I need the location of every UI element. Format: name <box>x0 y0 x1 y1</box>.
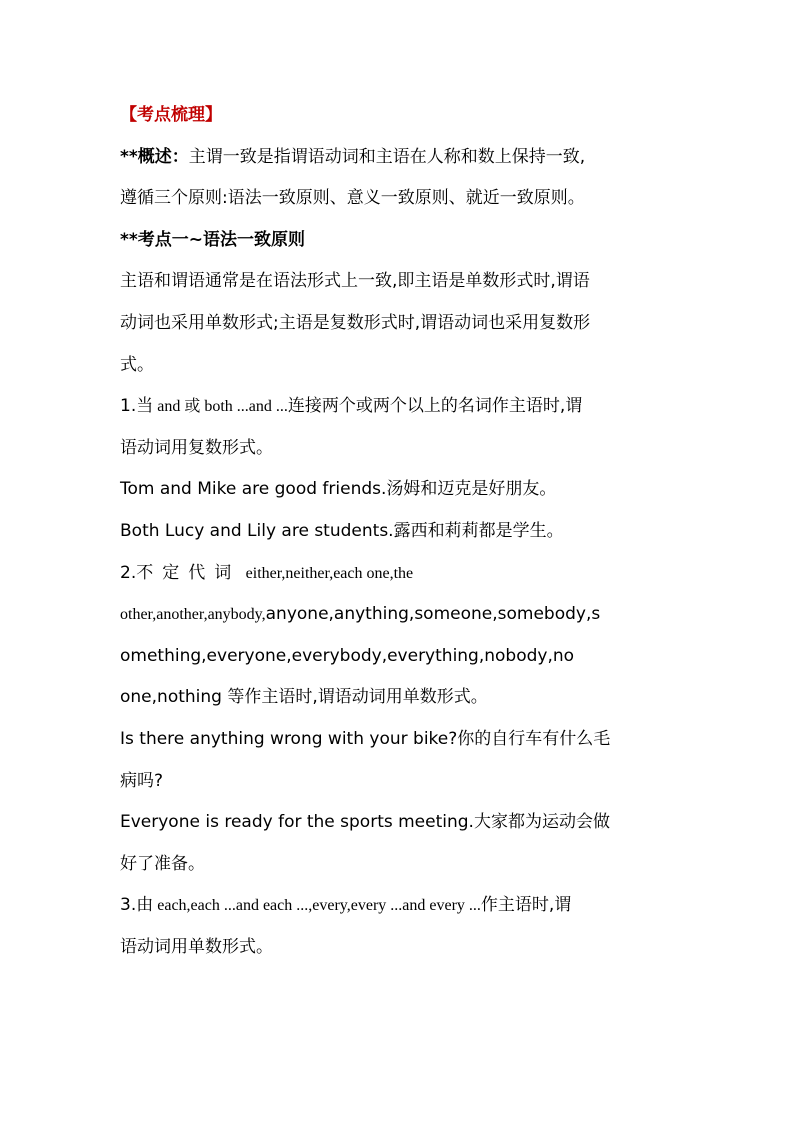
rule2-number: 2. <box>120 562 137 583</box>
rule2-line-4-cn: 等作主语时,谓语动词用单数形式。 <box>221 687 488 708</box>
rule2-line-4-en: one,nothing <box>120 687 222 708</box>
rule2-example-2-line-1: Everyone is ready for the sports meeting.大家都为运动会做 <box>120 812 610 833</box>
rule1-example-2-cn: 露西和莉莉都是学生。 <box>393 520 564 541</box>
rule2-line-3: omething,everyone,everybody,everything,nobody,no <box>120 645 575 666</box>
rule1-line-1 <box>120 386 680 428</box>
overview-line-2: 遵循三个原则:语法一致原则、意义一致原则、就近一致原则。 <box>120 188 585 209</box>
rule2-line-1 <box>120 553 680 595</box>
overview-label: **概述： <box>120 146 189 167</box>
rule2-rest-2: anyone,anything,someone,somebody,s <box>265 604 601 625</box>
rule1-number: 1. <box>120 396 137 417</box>
rule1-example-1-en: Tom and Mike are good friends. <box>120 479 387 500</box>
rule3-post: 作主语时,谓 <box>480 895 572 916</box>
rule2-example-2-line-2: 好了准备。 <box>120 853 205 874</box>
rule2-serif-2: other,another,anybody, <box>120 606 266 624</box>
rule2-line-2 <box>120 594 680 636</box>
rule3-line-1 <box>120 885 680 927</box>
rule2-label: 不定代词 <box>136 562 241 583</box>
rule3-line-2: 语动词用单数形式。 <box>120 936 273 957</box>
point1-desc-2: 动词也采用单数形式;主语是复数形式时,谓语动词也采用复数形 <box>120 312 591 333</box>
rule2-serif-1: either,neither,each one,the <box>245 564 414 582</box>
document-page <box>120 95 680 968</box>
rule1-line-2: 语动词用复数形式。 <box>120 437 273 458</box>
rule1-serif: and 或 both ...and ... <box>153 398 288 416</box>
overview-text-1: 主谓一致是指谓语动词和主语在人称和数上保持一致, <box>188 146 586 167</box>
point1-desc-3: 式。 <box>120 354 154 375</box>
rule1-example-2 <box>120 511 680 553</box>
point1-desc-1: 主语和谓语通常是在语法形式上一致,即主语是单数形式时,谓语 <box>120 271 590 292</box>
point1-title: **考点一~语法一致原则 <box>120 229 306 250</box>
rule1-example-1 <box>120 469 680 511</box>
rule1-post: 连接两个或两个以上的名词作主语时,谓 <box>287 396 583 417</box>
rule1-example-1-cn: 汤姆和迈克是好朋友。 <box>386 479 557 500</box>
overview-line-1 <box>120 137 680 179</box>
rule3-serif: each,each ...and each ...,every,every ...and every ... <box>153 897 481 915</box>
rule3-number: 3. <box>120 895 137 916</box>
rule2-example-1-line-2: 病吗? <box>120 770 164 791</box>
rule2-example-1-line-1: Is there anything wrong with your bike?你的自行车有什么毛 <box>120 728 611 749</box>
rule3-pre: 由 <box>136 895 154 916</box>
section-heading: 【考点梳理】 <box>120 105 222 125</box>
rule2-line-4 <box>120 677 680 719</box>
rule1-example-2-en: Both Lucy and Lily are students. <box>120 520 394 541</box>
rule1-pre: 当 <box>136 396 154 417</box>
